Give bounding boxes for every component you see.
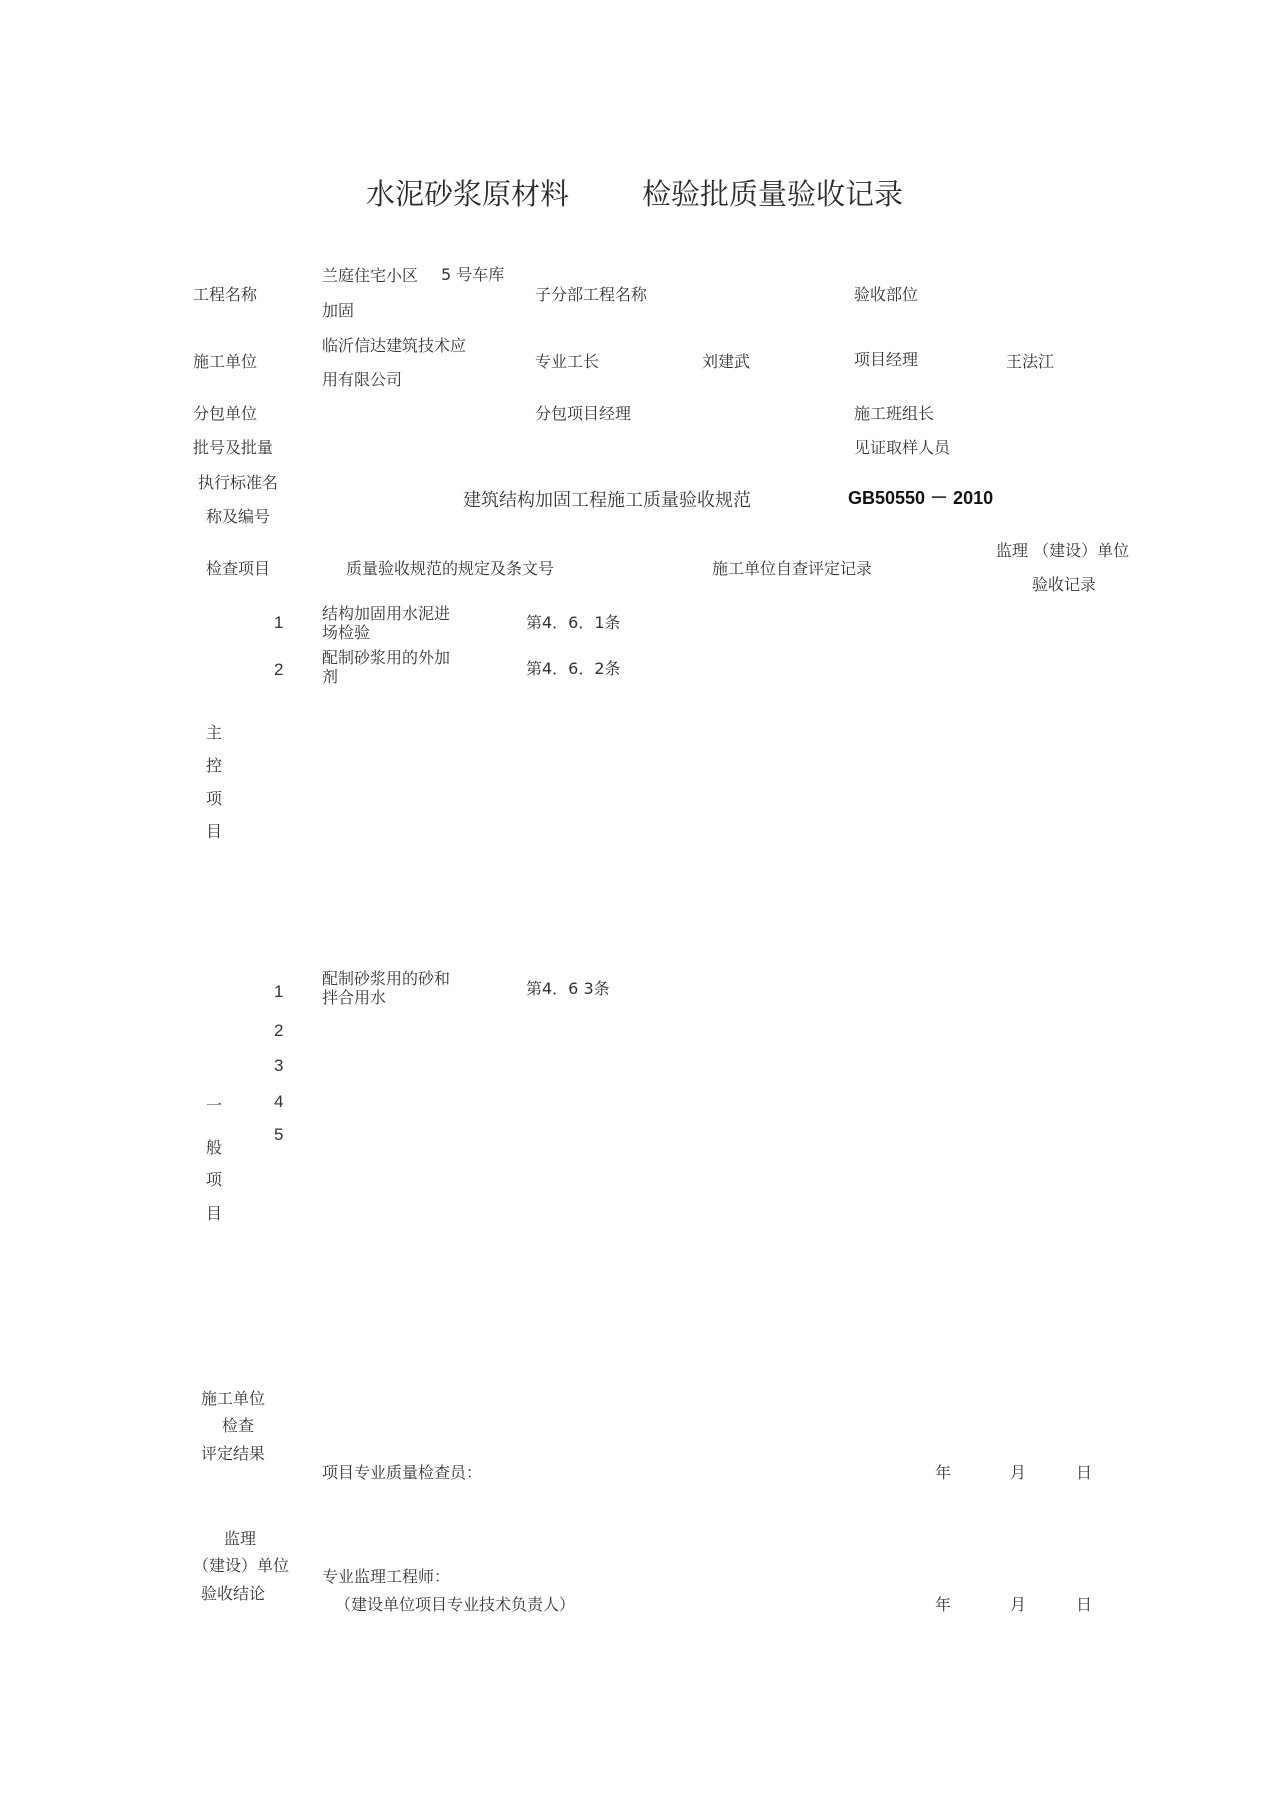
contractor-line1: 临沂信达建筑技术应 bbox=[322, 336, 467, 355]
contractor-result-label-line3: 评定结果 bbox=[201, 1444, 266, 1463]
main-item-no: 2 bbox=[274, 660, 284, 679]
general-item-no: 2 bbox=[274, 1021, 284, 1040]
general-label-char: 目 bbox=[206, 1204, 223, 1223]
foreman-value: 刘建武 bbox=[702, 352, 751, 371]
col-spec: 质量验收规范的规定及条文号 bbox=[346, 559, 555, 578]
date-month: 月 bbox=[1010, 1463, 1027, 1482]
subcontractor-label: 分包单位 bbox=[193, 404, 258, 423]
main-item-clause: 第4．6．1条 bbox=[526, 613, 621, 632]
foreman-label: 专业工长 bbox=[535, 352, 600, 371]
standard-label-line1: 执行标准名 bbox=[198, 473, 279, 492]
date-day: 日 bbox=[1076, 1595, 1093, 1614]
standard-code: GB50550 － 2010 bbox=[848, 488, 994, 508]
main-item-no: 1 bbox=[274, 613, 284, 632]
contractor-label: 施工单位 bbox=[193, 352, 258, 371]
project-manager-value: 王法江 bbox=[1006, 352, 1055, 371]
owner-rep-label: （建设单位项目专业技术负责人） bbox=[335, 1595, 576, 1614]
general-item-desc-line1: 配制砂浆用的砂和 bbox=[322, 969, 451, 988]
contractor-result-label-line1: 施工单位 bbox=[201, 1389, 266, 1408]
col-supervisor-line2: 验收记录 bbox=[1032, 575, 1097, 594]
supervisor-engineer-label: 专业监理工程师： bbox=[322, 1567, 451, 1586]
date-month: 月 bbox=[1010, 1595, 1027, 1614]
general-label-char: 一 bbox=[206, 1096, 223, 1115]
general-item-clause: 第4．6 3条 bbox=[526, 979, 610, 998]
main-control-label-char: 项 bbox=[206, 789, 223, 808]
supervisor-result-label-line3: 验收结论 bbox=[201, 1584, 266, 1603]
supervisor-result-label-line1: 监理 bbox=[224, 1529, 257, 1548]
general-item-no: 3 bbox=[274, 1056, 284, 1075]
team-leader-label: 施工班组长 bbox=[854, 404, 935, 423]
general-label-char: 般 bbox=[206, 1138, 223, 1157]
date-year: 年 bbox=[935, 1595, 952, 1614]
sub-pm-label: 分包项目经理 bbox=[535, 404, 632, 423]
date-day: 日 bbox=[1076, 1463, 1093, 1482]
main-item-clause: 第4．6．2条 bbox=[526, 659, 621, 678]
project-manager-label: 项目经理 bbox=[854, 350, 919, 369]
standard-label-line2: 称及编号 bbox=[206, 507, 271, 526]
quality-inspector-label: 项目专业质量检查员： bbox=[322, 1463, 483, 1482]
col-self-check: 施工单位自查评定记录 bbox=[712, 559, 873, 578]
supervisor-result-label-line2: （建设）单位 bbox=[193, 1556, 290, 1575]
main-item-desc-line1: 配制砂浆用的外加 bbox=[322, 648, 451, 667]
general-item-desc-line2: 拌合用水 bbox=[322, 988, 387, 1007]
general-item-no: 5 bbox=[274, 1125, 284, 1144]
contractor-line2: 用有限公司 bbox=[322, 370, 403, 389]
main-control-label-char: 控 bbox=[206, 756, 223, 775]
main-control-label-char: 目 bbox=[206, 822, 223, 841]
general-item-no: 1 bbox=[274, 982, 284, 1001]
main-item-desc-line2: 场检验 bbox=[322, 623, 371, 642]
main-item-desc-line1: 结构加固用水泥进 bbox=[322, 604, 451, 623]
contractor-result-label-line2: 检查 bbox=[222, 1416, 255, 1435]
col-supervisor-line1: 监理 （建设）单位 bbox=[996, 541, 1130, 560]
standard-name: 建筑结构加固工程施工质量验收规范 bbox=[463, 490, 751, 511]
batch-label: 批号及批量 bbox=[193, 438, 274, 457]
project-name-line1: 兰庭住宅小区 bbox=[322, 266, 419, 285]
project-name-line2: 加固 bbox=[322, 301, 355, 320]
sub-project-label: 子分部工程名称 bbox=[535, 285, 648, 304]
acceptance-part-label: 验收部位 bbox=[854, 285, 919, 304]
page-title-part1: 水泥砂浆原材料 bbox=[366, 177, 570, 211]
date-year: 年 bbox=[935, 1463, 952, 1482]
page-title-part2: 检验批质量验收记录 bbox=[642, 177, 904, 211]
main-control-label-char: 主 bbox=[206, 723, 223, 742]
general-label-char: 项 bbox=[206, 1170, 223, 1189]
general-item-no: 4 bbox=[274, 1092, 284, 1111]
main-item-desc-line2: 剂 bbox=[322, 667, 339, 686]
project-name-label: 工程名称 bbox=[193, 285, 258, 304]
project-name-line1b: 5 号车库 bbox=[441, 265, 505, 284]
witness-label: 见证取样人员 bbox=[854, 438, 951, 457]
col-check-item: 检查项目 bbox=[206, 559, 271, 578]
